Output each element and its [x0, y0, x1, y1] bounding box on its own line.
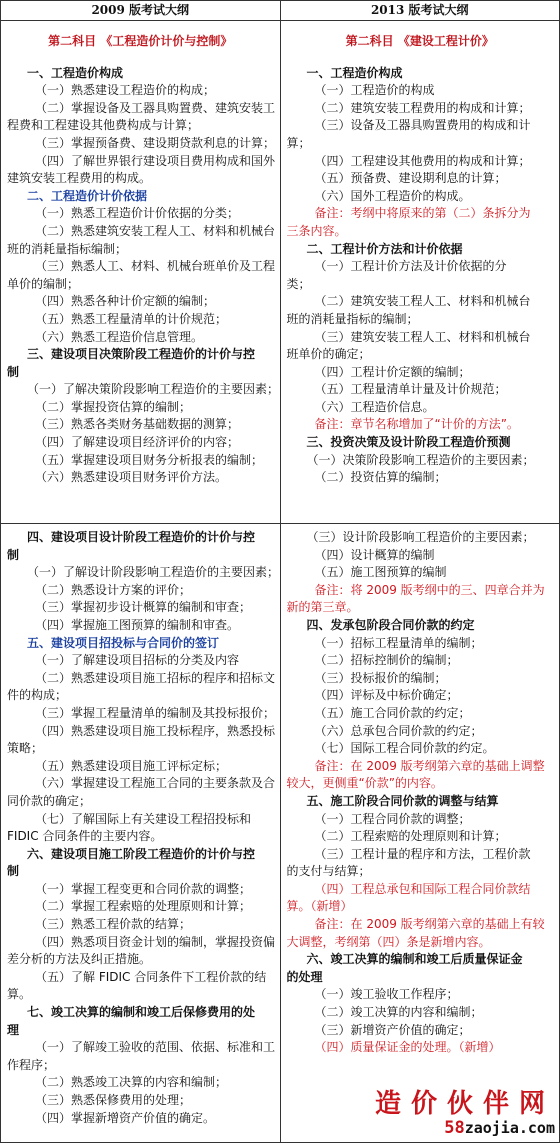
header-2009: 2009 版考试大纲 [1, 1, 281, 20]
list-item: （一）熟悉建设工程造价的构成； [35, 83, 216, 98]
list-item: （二）掌握投资估算的编制； [35, 399, 192, 414]
list-item: （四）熟悉项目资金计划的编制，掌握投资偏 [35, 934, 276, 949]
section-top-2013 [285, 65, 556, 487]
list-item: （六）工程造价信息。 [314, 399, 435, 414]
list-item: 类； [286, 276, 311, 291]
list-item: （一）竣工验收工作程序； [314, 987, 459, 1002]
list-item: （四）评标及中标价确定； [314, 688, 459, 703]
table-header [1, 1, 559, 21]
list-item: （二）掌握设备及工器具购置费、建筑安装工 [35, 100, 276, 115]
list-item: （三）掌握预备费、建设期贷款利息的计算； [35, 135, 276, 150]
list-item: （一）了解决策阶段影响工程造价的主要因素； [27, 382, 280, 397]
list-item: （六）总承包合同价款的约定； [314, 723, 483, 738]
list-item: 件的构成； [7, 688, 68, 703]
list-item: 单价的编制； [7, 276, 80, 291]
list-item: （三）熟悉各类财务基础数据的测算； [35, 417, 240, 432]
remark-line: 三条内容。 [286, 223, 347, 238]
remark-line: 备注：将 2009 版考纲中的三、四章合并为 [314, 582, 545, 597]
list-item: （四）工程建设其他费用的构成和计算； [314, 153, 531, 168]
list-item: （二）工程索赔的处理原则和计算； [314, 829, 507, 844]
list-item: （五）熟悉工程量清单的计价规范； [35, 311, 228, 326]
list-item: （二）掌握工程索赔的处理原则和计算； [35, 899, 252, 914]
section-heading: 制 [7, 364, 20, 379]
list-item: 策略； [7, 741, 44, 756]
remark-line: （四）工程总承包和国际工程合同价款结 [314, 881, 531, 896]
list-item: 算。 [7, 987, 32, 1002]
list-item: （六）熟悉工程造价信息管理。 [35, 329, 204, 344]
remark-line: 备注：章节名称增加了“计价的方法”。 [314, 417, 519, 432]
section-heading: 四、建设项目设计阶段工程造价的计价与控 [27, 530, 256, 544]
header-2013: 2013 版考试大纲 [370, 3, 469, 17]
section-heading: 六、竣工决算的编制和竣工后质量保证金 [306, 952, 523, 967]
list-item: （三）工程计量的程序和方法，工程价款 [314, 846, 531, 861]
divider [1, 523, 280, 524]
list-item: 差分析的方法及纠正措施。 [7, 952, 152, 967]
list-item: （一）决策阶段影响工程造价的主要因素； [306, 452, 535, 467]
section-heading: 制 [7, 547, 20, 562]
section-heading: 四、发承包阶段合同价款的约定 [306, 617, 475, 632]
remark-line: 大调整，考纲第（四）条是新增内容。 [286, 934, 491, 949]
remark-line: （四）质量保证金的处理。（新增） [314, 1040, 501, 1055]
list-item: （三）投标报价的编制； [314, 670, 447, 685]
list-item: FIDIC 合同条件的主要内容。 [7, 829, 163, 844]
list-item: 班单价的确定； [286, 347, 371, 362]
list-item: （四）了解世界银行建设项目费用构成和国外 [35, 153, 276, 168]
watermark-domain: 58zaojia.com [444, 1118, 555, 1138]
list-item: （四）设计概算的编制 [314, 547, 435, 562]
list-item: （二）投资估算的编制； [314, 470, 447, 485]
list-item: （一）了解建设项目招标的分类及内容 [35, 653, 240, 668]
list-item: （五）施工图预算的编制 [314, 565, 447, 580]
list-item: （二）建筑安装工程人工、材料和机械台 [314, 294, 531, 309]
list-item: （六）熟悉建设项目财务评价方法。 [35, 470, 228, 485]
list-item: （六）掌握建设工程施工合同的主要条款及合 [35, 776, 276, 791]
section-heading: 六、建设项目施工阶段工程造价的计价与控 [27, 846, 256, 861]
list-item: （三）熟悉工程价款的结算； [35, 917, 192, 932]
column-2009 [1, 21, 281, 1142]
list-item: （三）设计阶段影响工程造价的主要因素； [306, 530, 535, 544]
list-item: （一）招标工程量清单的编制； [314, 635, 483, 650]
section-heading: 三、建设项目决策阶段工程造价的计价与控 [27, 347, 256, 362]
list-item: （四）熟悉各种计价定额的编制； [35, 294, 216, 309]
remark-line: 算。（新增） [286, 899, 353, 914]
divider [281, 523, 560, 524]
list-item: （二）熟悉设计方案的评价； [35, 582, 192, 597]
list-item: （七）了解国际上有关建设工程招投标和 [35, 811, 252, 826]
list-item: （七）国际工程合同价款的约定。 [314, 741, 495, 756]
section-heading: 一、工程造价构成 [306, 65, 403, 80]
section-heading: 制 [7, 864, 20, 879]
list-item: （五）预备费、建设期利息的计算； [314, 171, 507, 186]
section-heading: 二、工程计价方法和计价依据 [306, 241, 463, 256]
list-item: （一）掌握工程变更和合同价款的调整； [35, 881, 252, 896]
list-item: （二）竣工决算的内容和编制； [314, 1005, 483, 1020]
list-item: （四）了解建设项目经济评价的内容； [35, 435, 240, 450]
list-item: （一）工程造价的构成 [314, 83, 435, 98]
list-item: （三）设备及工器具购置费用的构成和计 [314, 118, 531, 133]
list-item: （三）熟悉人工、材料、机械台班单价及工程 [35, 259, 276, 274]
list-item: 算； [286, 135, 311, 150]
list-item: （一）熟悉工程造价计价依据的分类； [35, 206, 240, 221]
list-item: （三）熟悉保修费用的处理； [35, 1093, 192, 1107]
remark-line: 备注：在 2009 版考纲第六章的基础上有较 [314, 917, 545, 932]
list-item: （二）建筑安装工程费用的构成和计算； [314, 100, 531, 115]
list-item: 的支付与结算； [286, 864, 371, 879]
watermark-brand: 造价伙伴网 [374, 1089, 555, 1119]
site-watermark [375, 1090, 555, 1138]
list-item: （三）掌握初步设计概算的编制和审查； [35, 600, 252, 615]
list-item: （六）国外工程造价的构成。 [314, 188, 471, 203]
section-heading: 二、工程造价计价依据 [27, 188, 148, 203]
list-item: （五）了解 FIDIC 合同条件下工程价款的结 [35, 969, 267, 984]
list-item: 班的消耗量指标的编制； [286, 311, 419, 326]
list-item: （一）工程合同价款的调整； [314, 811, 471, 826]
list-item: （二）招标控制价的编制； [314, 653, 459, 668]
list-item: （二）熟悉竣工决算的内容和编制； [35, 1075, 228, 1090]
list-item: （一）工程计价方法及计价依据的分 [314, 259, 507, 274]
section-bottom-2013 [285, 529, 556, 1057]
list-item: （一）了解竣工验收的范围、依据、标准和工 [35, 1040, 276, 1055]
section-heading: 的处理 [286, 969, 323, 984]
subject-title-2013: 第二科目 《建设工程计价》 [345, 34, 494, 48]
list-item: 作程序； [7, 1057, 56, 1072]
list-item: （五）掌握建设项目财务分析报表的编制； [35, 452, 264, 467]
section-heading: 五、建设项目招投标与合同价的签订 [27, 635, 220, 650]
list-item: （五）工程量清单计量及计价规范； [314, 382, 507, 397]
list-item: （三）新增资产价值的确定； [314, 1022, 471, 1037]
remark-line: 备注：考纲中将原来的第（二）条拆分为 [314, 206, 531, 221]
list-item: （五）熟悉建设项目施工评标定标； [35, 758, 228, 773]
section-heading: 一、工程造价构成 [27, 65, 124, 80]
section-heading: 五、施工阶段合同价款的调整与结算 [306, 793, 499, 808]
section-top-2009 [5, 65, 280, 487]
subject-title-2009: 第二科目 《工程造价计价与控制》 [48, 34, 233, 48]
list-item: （一）了解设计阶段影响工程造价的主要因素； [27, 565, 280, 580]
remark-line: 备注：在 2009 版考纲第六章的基础上调整 [314, 758, 545, 773]
list-item: 同价款的确定； [7, 793, 92, 808]
list-item: （五）施工合同价款的约定； [314, 705, 471, 720]
section-heading: 七、竣工决算的编制和竣工后保修费用的处 [27, 1005, 256, 1020]
remark-line: 较大，更侧重“价款”的内容。 [286, 776, 443, 791]
section-heading: 理 [7, 1022, 20, 1037]
list-item: （三）建筑安装工程人工、材料和机械台 [314, 329, 531, 344]
list-item: （二）熟悉建筑安装工程人工、材料和机械台 [35, 223, 276, 238]
list-item: 班的消耗量指标编制； [7, 241, 128, 256]
list-item: 程费和工程建设其他费构成与计算； [7, 118, 200, 133]
remark-line: 新的第三章。 [286, 600, 359, 615]
column-2013 [281, 21, 560, 1142]
section-heading: 三、投资决策及设计阶段工程造价预测 [306, 435, 511, 450]
list-item: 建筑安装工程费用的构成。 [7, 171, 152, 186]
list-item: （二）熟悉建设项目施工招标的程序和招标文 [35, 670, 276, 685]
list-item: （四）掌握新增资产价值的确定。 [35, 1110, 216, 1125]
list-item: （四）工程计价定额的编制； [314, 364, 471, 379]
list-item: （三）掌握工程量清单的编制及其投标报价； [35, 705, 276, 720]
list-item: （四）熟悉建设项目施工投标程序，熟悉投标 [35, 723, 276, 738]
section-bottom-2009 [5, 529, 280, 1127]
list-item: （四）掌握施工图预算的编制和审查。 [35, 617, 240, 632]
